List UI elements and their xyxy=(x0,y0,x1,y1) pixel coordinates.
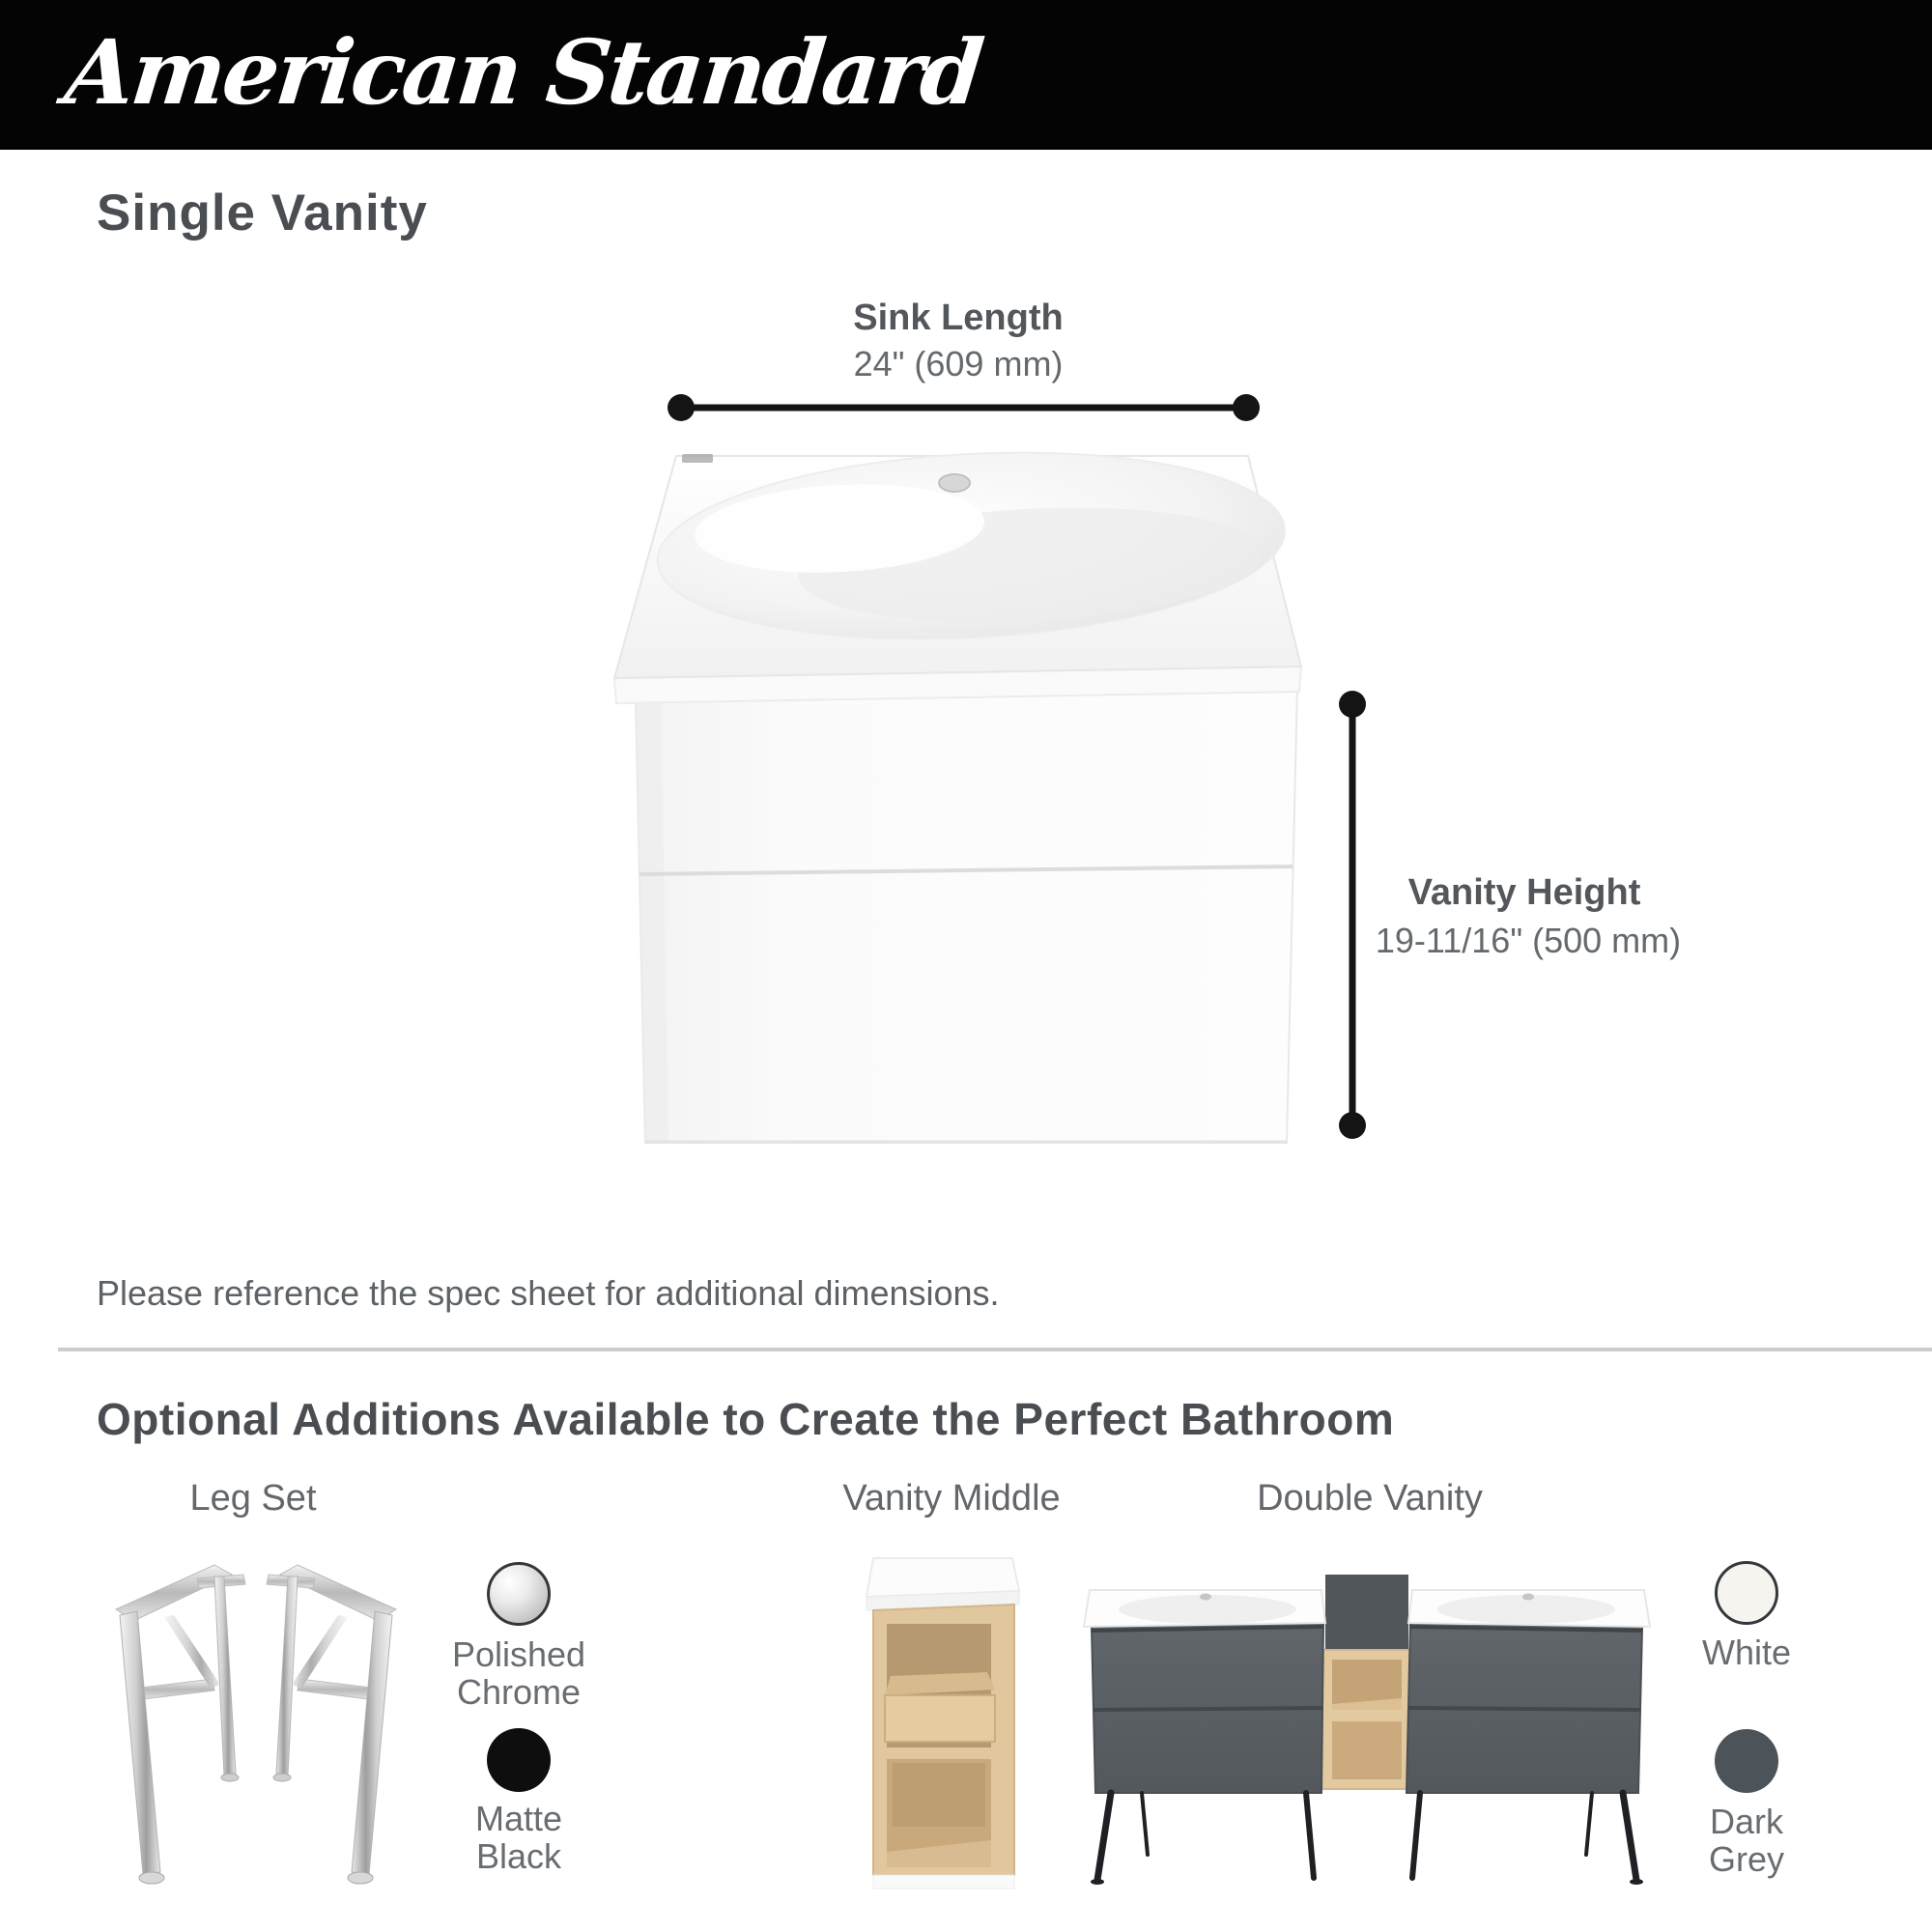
swatch-matte-black xyxy=(487,1728,551,1792)
double-vanity-right-unit xyxy=(1406,1590,1650,1793)
sink-length-label: Sink Length xyxy=(853,298,1064,338)
vanity-cabinet xyxy=(636,686,1297,1143)
vanity-height-dimension-line xyxy=(1339,691,1366,1139)
double-vanity-left-unit xyxy=(1084,1590,1325,1793)
double-vanity-illustration xyxy=(1082,1553,1652,1893)
sink-length-dimension-line xyxy=(668,394,1260,421)
section-heading: Optional Additions Available to Create the Perfect Bathroom xyxy=(97,1394,1395,1444)
option-label-vanity-middle: Vanity Middle xyxy=(842,1478,1061,1519)
option-label-leg-set: Leg Set xyxy=(189,1478,317,1519)
swatch-label-matte-black: Matte Black xyxy=(474,1799,563,1876)
swatch-dark-grey xyxy=(1715,1729,1778,1793)
section-divider xyxy=(58,1348,1932,1351)
faucet-hole xyxy=(1200,1594,1211,1601)
swatch-label-white: White xyxy=(1701,1633,1792,1672)
middle-back-panel xyxy=(1325,1575,1408,1656)
leg-set-illustration xyxy=(106,1553,406,1893)
sink-length-value: 24" (609 mm) xyxy=(853,344,1064,384)
leg-set-right-leg xyxy=(267,1565,396,1884)
double-vanity-legs xyxy=(1091,1793,1643,1885)
swatch-label-dark-grey: Dark Grey xyxy=(1708,1802,1785,1879)
faucet-hole xyxy=(939,474,970,492)
swatch-white xyxy=(1715,1561,1778,1625)
swatch-label-polished-chrome: Polished Chrome xyxy=(451,1634,586,1712)
vanity-height-label: Vanity Height xyxy=(1407,872,1641,913)
vanity-height-value: 19-11/16" (500 mm) xyxy=(1375,921,1682,960)
option-label-double-vanity: Double Vanity xyxy=(1257,1478,1483,1519)
page-title: Single Vanity xyxy=(97,185,428,242)
vanity-middle-illustration xyxy=(860,1550,1029,1893)
spec-note: Please reference the spec sheet for additional dimensions. xyxy=(97,1273,1000,1313)
sink-deck xyxy=(614,438,1301,703)
brand-logo-text: American Standard xyxy=(60,20,986,125)
faucet-hole xyxy=(1522,1594,1534,1601)
single-vanity-illustration xyxy=(425,386,1410,1179)
leg-set-left-leg xyxy=(116,1565,245,1884)
pullout-tray xyxy=(885,1695,995,1742)
swatch-polished-chrome xyxy=(487,1562,551,1626)
brand-mark-on-deck xyxy=(682,454,713,463)
